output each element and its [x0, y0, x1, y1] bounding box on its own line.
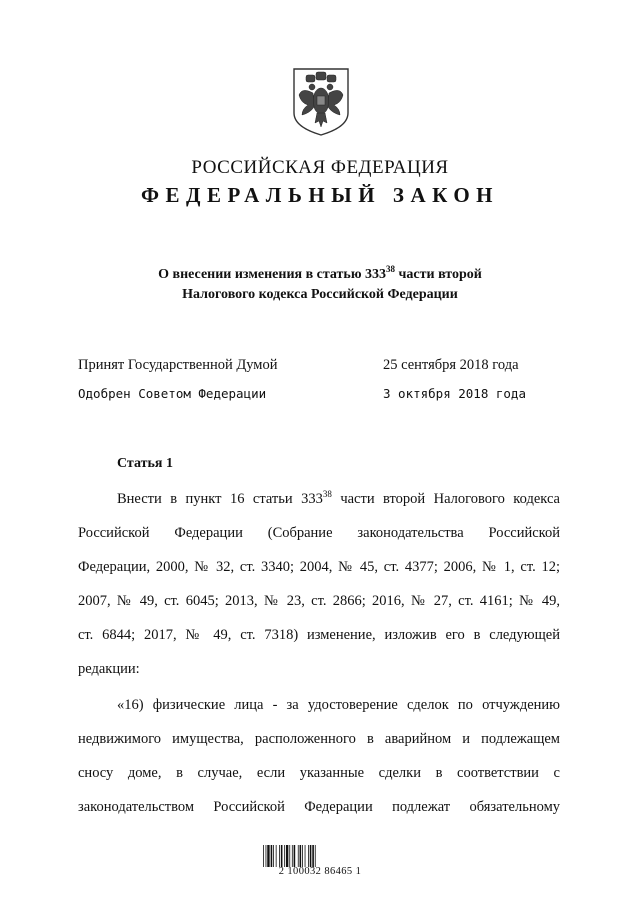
barcode-bar — [292, 845, 293, 867]
article-heading: Статья 1 — [117, 456, 173, 471]
barcode-bar — [273, 845, 274, 867]
barcode-bar — [276, 845, 277, 867]
coat-of-arms-icon — [290, 65, 352, 137]
law-title-line-2: Налогового кодекса Российской Федерации — [182, 287, 458, 302]
state-emblem — [290, 65, 352, 137]
duma-date: 25 сентября 2018 года — [383, 357, 519, 373]
barcode-bar — [315, 845, 316, 867]
barcode-bar — [298, 845, 299, 867]
country-heading: РОССИЙСКАЯ ФЕДЕРАЦИЯ — [191, 157, 449, 178]
barcode-bar — [267, 845, 269, 867]
article-text-line: редакции: — [78, 661, 140, 677]
barcode-bar — [263, 845, 264, 867]
article-text-line: Российской Федерации (Собрание законодательства Российской — [78, 525, 560, 541]
law-title-line-1: О внесении изменения в статью $333^{38}$ части второй — [158, 264, 482, 282]
article-text-line: ст. 6844; 2017, № 49, ст. 7318) изменение, изложив его в следующей — [78, 627, 560, 643]
barcode-bar — [279, 845, 280, 867]
quote-text-line: законодательством Российской Федерации подлежат обязательному — [78, 799, 560, 815]
barcode-bar — [305, 845, 306, 867]
barcode-bar — [300, 845, 302, 867]
duma-label: Принят Государственной Думой — [78, 357, 278, 373]
council-label: Одобрен Советом Федерации — [78, 386, 267, 401]
barcode-number: 2 100032 86465 1 — [278, 866, 362, 877]
barcode-bar — [286, 845, 288, 867]
article-text-line: Федерации, 2000, № 32, ст. 3340; 2004, № 45, ст. 4377; 2006, № 1, ст. 12; — [78, 559, 560, 575]
law-title — [0, 265, 640, 305]
barcode-bar — [302, 845, 303, 867]
article-text-line: 2007, № 49, ст. 6045; 2013, № 23, ст. 2866; 2016, № 27, ст. 4161; № 49, — [78, 593, 560, 609]
barcode-icon — [262, 845, 342, 867]
barcode-bar — [284, 845, 285, 867]
barcode-bar — [312, 845, 314, 867]
barcode-bar — [308, 845, 309, 867]
council-date: 3 октября 2018 года — [383, 386, 526, 401]
barcode-bar — [289, 845, 290, 867]
barcode-bar — [294, 845, 296, 867]
barcode-bar — [281, 845, 283, 867]
barcode-bar — [271, 845, 273, 867]
barcode-bar — [310, 845, 312, 867]
barcode-bar — [266, 845, 267, 867]
quote-text-line: «16) физические лица - за удостоверение сделок по отчуждению — [117, 697, 560, 713]
article-text-line: Внести в пункт 16 статьи $333^{38}$ части второй Налогового кодекса — [117, 489, 560, 507]
quote-text-line: недвижимого имущества, расположенного в аварийном и подлежащем — [78, 731, 560, 747]
document-type-heading: ФЕДЕРАЛЬНЫЙ ЗАКОН — [141, 183, 499, 207]
quote-text-line: сносу доме, в случае, если указанные сделки в соответствии с — [78, 765, 560, 781]
